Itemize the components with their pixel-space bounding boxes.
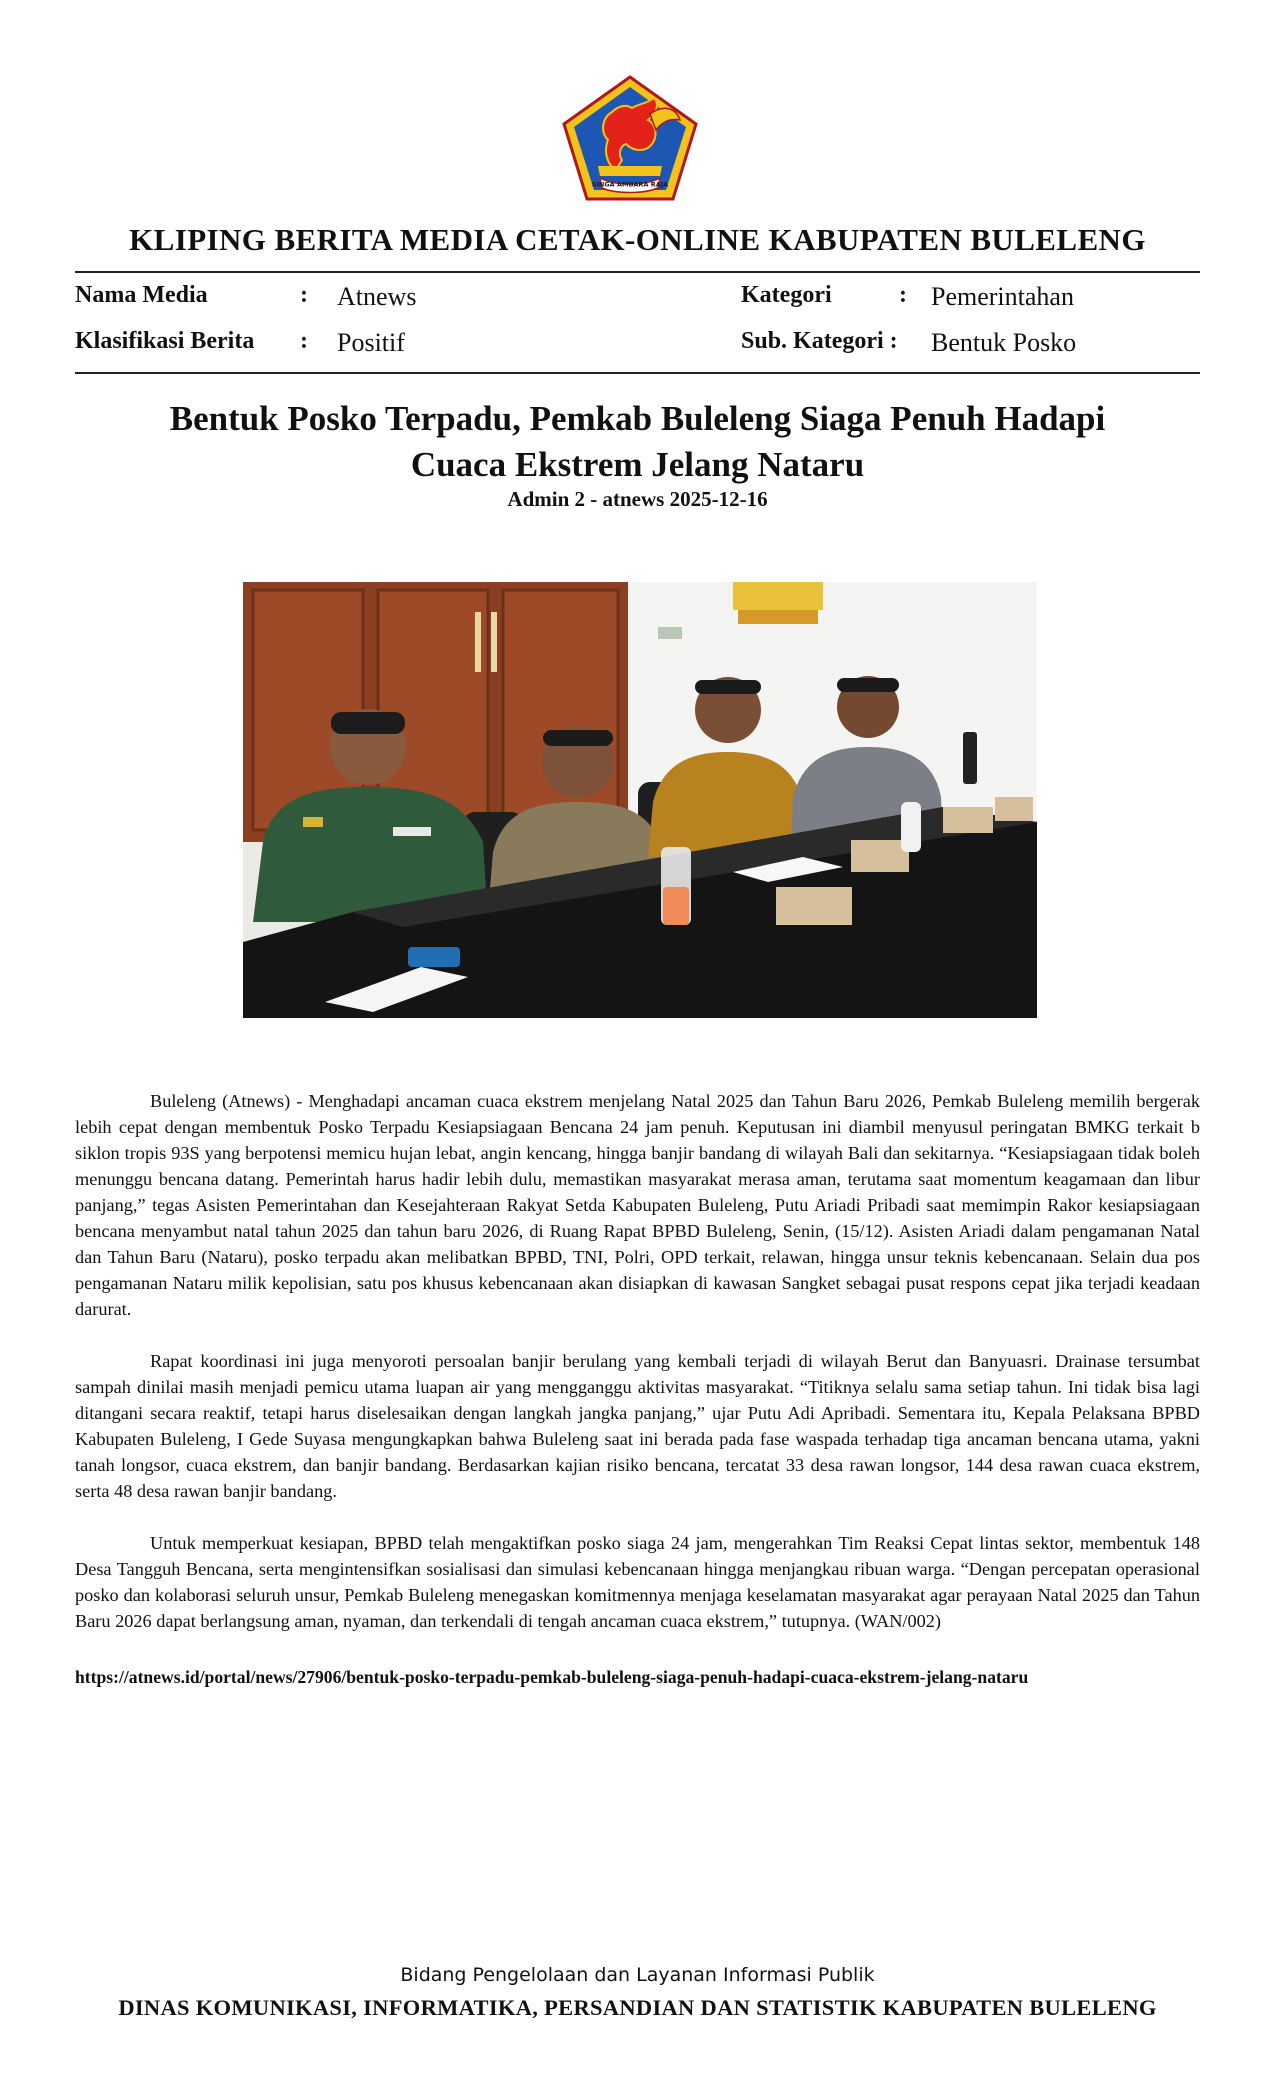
footer-agency-name: DINAS KOMUNIKASI, INFORMATIKA, PERSANDIAN DAN STATISTIK KABUPATEN BULELENG [118, 1995, 1157, 2020]
article-title-line-2: Cuaca Ekstrem Jelang Nataru [410, 445, 865, 484]
header-top-rule [75, 271, 1200, 273]
article-source-url[interactable]: https://atnews.id/portal/news/27906/bentuk-posko-terpadu-pemkab-buleleng-siaga-penuh-hadapi-cuaca-ekstrem-jelang-nataru [75, 1667, 1029, 1687]
kategori-label: Kategori [741, 282, 832, 308]
klasifikasi-berita-label: Klasifikasi Berita [75, 328, 255, 354]
klasifikasi-berita-separator: : [300, 328, 308, 354]
kategori-value: Pemerintahan [931, 282, 1074, 311]
klasifikasi-berita-value: Positif [337, 328, 405, 357]
article-paragraph-2: Rapat koordinasi ini juga menyoroti persoalan banjir berulang yang kembali terjadi di wilayah Berut dan Banyuasri. Drainase tersumbat sampah dinilai masih menjadi pemicu utama luapan air yang mengganggu aktivitas masyarakat. “Titiknya selalu sama setiap tahun. Ini tidak bisa lagi ditangani secara reaktif, tetapi harus diselesaikan dengan langkah jangka panjang,” ujar Putu Adi Apribadi. Sementara itu, Kepala Pelaksana BPBD Kabupaten Buleleng, I Gede Suyasa mengungkapkan bahwa Buleleng saat ini berada pada fase waspada terhadap tiga ancaman bencana utama, yakni tanah longsor, cuaca ekstrem, dan banjir bandang. Berdasarkan kajian risiko bencana, tercatat 33 desa rawan longsor, 144 desa rawan cuaca ekstrem, serta 48 desa rawan banjir bandang. [75, 1351, 1200, 1501]
logo-motto: SINGA AMBARA RAJA [591, 180, 669, 189]
nama-media-value: Atnews [337, 282, 417, 311]
kategori-separator: : [899, 282, 907, 308]
buleleng-regency-logo [560, 74, 700, 202]
article-byline: Admin 2 - atnews 2025-12-16 [507, 487, 768, 511]
document-header-title: KLIPING BERITA MEDIA CETAK-ONLINE KABUPATEN BULELENG [129, 222, 1146, 257]
article-paragraph-1: Buleleng (Atnews) - Menghadapi ancaman cuaca ekstrem menjelang Natal 2025 dan Tahun Baru 2026, Pemkab Buleleng memilih bergerak lebih cepat dengan membentuk Posko Terpadu Kesiapsiagaan Bencana 24 jam penuh. Keputusan ini diambil menyusul peringatan BMKG terkait b siklon tropis 93S yang berpotensi memicu hujan lebat, angin kencang, hingga banjir bandang di wilayah Bali dan sekitarnya. “Kesiapsiagaan tidak boleh menunggu bencana datang. Pemerintah harus hadir lebih dulu, memastikan masyarakat merasa aman, terutama saat momentum keagamaan dan libur panjang,” tegas Asisten Pemerintahan dan Kesejahteraan Rakyat Setda Kabupaten Buleleng, Putu Ariadi Pribadi saat memimpin Rakor kesiapsiagaan bencana menyambut natal tahun 2025 dan tahun baru 2026, di Ruang Rapat BPBD Buleleng, Senin, (15/12). Asisten Ariadi dalam pengamanan Natal dan Tahun Baru (Nataru), posko terpadu akan melibatkan BPBD, TNI, Polri, OPD terkait, relawan, hingga unsur teknis kebencanaan. Selain dua pos pengamanan Nataru milik kepolisian, satu pos khusus kebencanaan akan disiapkan di kawasan Sangket sebagai pusat respons cepat jika terjadi keadaan darurat. [75, 1091, 1200, 1319]
article-paragraph-3: Untuk memperkuat kesiapan, BPBD telah mengaktifkan posko siaga 24 jam, mengerahkan Tim Reaksi Cepat lintas sektor, membentuk 148 Desa Tangguh Bencana, serta mengintensifkan sosialisasi dan simulasi kebencanaan hingga menjangkau ribuan warga. “Dengan percepatan operasional posko dan kolaborasi seluruh unsur, Pemkab Buleleng menegaskan komitmennya menjaga keselamatan masyarakat agar perayaan Natal 2025 dan Tahun Baru 2026 dapat berlangsung aman, nyaman, dan terkendali di tengah ancaman cuaca ekstrem,” tutupnya. (WAN/002) [75, 1533, 1200, 1631]
article-photo [243, 582, 1037, 1018]
article-title [100, 396, 1175, 488]
nama-media-separator: : [300, 282, 308, 308]
article-body [75, 1088, 1200, 1660]
nama-media-label: Nama Media [75, 282, 208, 308]
footer-unit-name: Bidang Pengelolaan dan Layanan Informasi Publik [400, 1964, 875, 1986]
header-bottom-rule [75, 372, 1200, 374]
article-title-line-1: Bentuk Posko Terpadu, Pemkab Buleleng Siaga Penuh Hadapi [169, 399, 1106, 438]
sub-kategori-label: Sub. Kategori : [741, 328, 898, 354]
sub-kategori-value: Bentuk Posko [931, 328, 1077, 357]
